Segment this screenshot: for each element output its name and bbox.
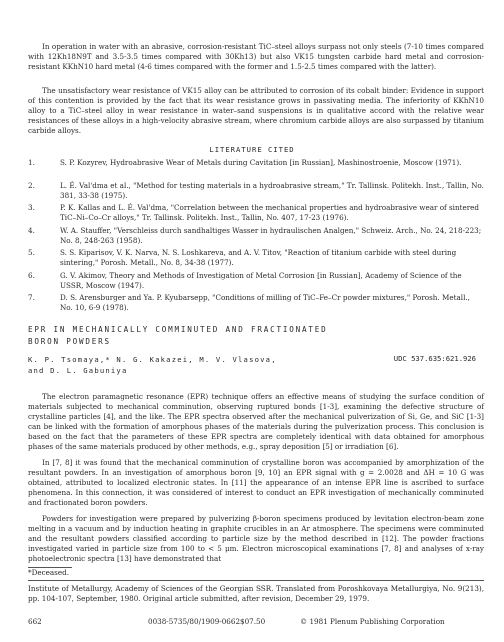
- reference-item: [28, 158, 484, 168]
- article-authors: [28, 354, 328, 376]
- reference-text: D. S. Arensburger and Ya. P. Kyubarsepp, "Conditions of milling of TiC–Fe–Cr powder mixtures," Porosh. Metall., No. 10, 6-9 (1978).: [60, 293, 470, 312]
- reference-text: W. A. Stauffer, "Verschleiss durch sandhaltiges Wasser in hydraulischen Analgen," Schweiz. Arch., No. 24, 218-223; No. 8, 248-263 (1958).: [60, 226, 482, 245]
- institute-divider: [28, 580, 484, 581]
- paragraph-epr-intro: The electron paramagnetic resonance (EPR) technique offers an effective means of studying the surface condition of materials subjected to mechanical comminution, observing ruptured bonds [1-3], examining the defective structure of crystalline particles [4], and the like. The EPR spectra observed after the mechanical pulverization of Si, Ge, and SiC [1-3] can be linked with the formation of amorphous phases of the materials during the pulverization process. This conclusion is based on the fact that the parameters of these EPR spectra are completely identical with data obtained for amorphous phases of the same materials produced by other methods, e.g., spray deposition [5] or irradiation [6].: [28, 392, 484, 451]
- reference-item: [28, 203, 484, 223]
- paragraph-wear-comparison: In operation in water with an abrasive, corrosion-resistant TiC–steel alloys surpass not only steels (7-10 times compared with 12Kh18N9T and 3.5-3.5 times compared with 30Kh13) but also VK15 tungsten carbide hard metal and corrosion-resistant KKhN10 hard metal (4-6 times compared with the former and 1.5-2.5 times compared with the latter).: [28, 42, 484, 71]
- page-number: 662: [28, 617, 42, 626]
- reference-number: 6.: [28, 271, 35, 280]
- reference-number: 5.: [28, 248, 35, 257]
- article-title-line: EPR IN MECHANICALLY COMMINUTED AND FRACTIONATED: [28, 325, 328, 334]
- reference-item: [28, 226, 484, 246]
- reference-text: S. P. Kozyrev, Hydroabrasive Wear of Metals during Cavitation [in Russian], Mashinostroenie, Moscow (1971).: [60, 158, 462, 167]
- reference-number: 3.: [28, 203, 35, 212]
- issn-code: 0038-5735/80/1909-0662$07.50: [148, 617, 266, 626]
- authors-line: and D. L. Gabuniya: [28, 366, 128, 375]
- paragraph-boron-amorphization: In [7, 8] it was found that the mechanical comminution of crystalline boron was accompanied by amorphization of the resultant powders. In an investigation of amorphous boron [9, 10] an EPR signal with g = 2.0028 and ΔH = 10 G was obtained, attributed to localized electronic states. In [11] the appearance of an intense EPR line is ascribed to surface phenomena. In this connection, it was considered of interest to conduct an EPR investigation of mechanically comminuted and fractionated boron powders.: [28, 458, 484, 507]
- reference-text: G. V. Akimov, Theory and Methods of Investigation of Metal Corrosion [in Russian], Academy of Science of the USSR, Moscow (1947).: [60, 271, 462, 290]
- reference-number: 2.: [28, 181, 35, 190]
- reference-item: [28, 271, 484, 291]
- authors-line: K. P. Tsomaya,* N. G. Kakazei, M. V. Vlasova,: [28, 355, 277, 364]
- reference-item: [28, 181, 484, 201]
- reference-item: [28, 293, 484, 313]
- article-title-line: BORON POWDERS: [28, 337, 111, 346]
- reference-number: 7.: [28, 293, 35, 302]
- references-heading: LITERATURE CITED: [209, 145, 295, 154]
- reference-number: 4.: [28, 226, 35, 235]
- reference-text: L. É. Val'dma et al., "Method for testing materials in a hydroabrasive stream," Tr. Tallinsk. Politekh. Inst., Tallin, No. 381, 33-38 (1975).: [60, 181, 484, 200]
- article-title: [28, 324, 484, 348]
- reference-number: 1.: [28, 158, 35, 167]
- institute-note: Institute of Metallurgy, Academy of Sciences of the Georgian SSR. Translated from Poroshkovaya Metallurgiya, No. 9(213), pp. 104-107, September, 1980. Original article submitted, after revision, December 29, 1979.: [28, 584, 484, 603]
- paragraph-powder-preparation: Powders for investigation were prepared by pulverizing β-boron specimens produced by levitation electron-beam zone melting in a vacuum and by induction heating in graphite crucibles in an Ar atmosphere. The specimens were comminuted and the resultant powders classified according to particle size by the method described in [12]. The powder fractions investigated varied in particle size from 100 to < 5 μm. Electron microscopical examinations [7, 8] and analyses of x-ray photoelectronic spectra [13] have demonstrated that: [28, 514, 484, 563]
- reference-text: S. S. Kiparisov, V. K. Narva, N. S. Loshkareva, and A. V. Titov, "Reaction of titanium carbide with steel during sintering," Porosh. Metall., No. 8, 34-38 (1977).: [60, 248, 457, 267]
- reference-item: [28, 248, 484, 268]
- footnote-deceased: *Deceased.: [28, 568, 70, 577]
- udc-code: UDC 537.635:621.926: [393, 354, 476, 363]
- reference-text: P. K. Kallas and L. É. Val'dma, "Correlation between the mechanical properties and hydroabrasive wear of sintered TiC–Ni–Co–Cr alloys," Tr. Tallinsk. Politekh. Inst., Tallin, No. 407, 17-23 (1976).: [60, 203, 480, 222]
- copyright-notice: © 1981 Plenum Publishing Corporation: [300, 617, 445, 626]
- paragraph-unsatisfactory-wear: The unsatisfactory wear resistance of VK15 alloy can be attributed to corrosion of its cobalt binder: Evidence in support of this contention is provided by the fact that its wear resistance grows in passivating media. The inferiority of KKhN10 alloy to a TiC–steel alloy in wear resistance in water–sand suspensions is in qualitative accord with the relative wear resistances of these alloys in a high-velocity abrasive stream, where chromium carbide alloys are also surpassed by titanium carbide alloys.: [28, 86, 484, 135]
